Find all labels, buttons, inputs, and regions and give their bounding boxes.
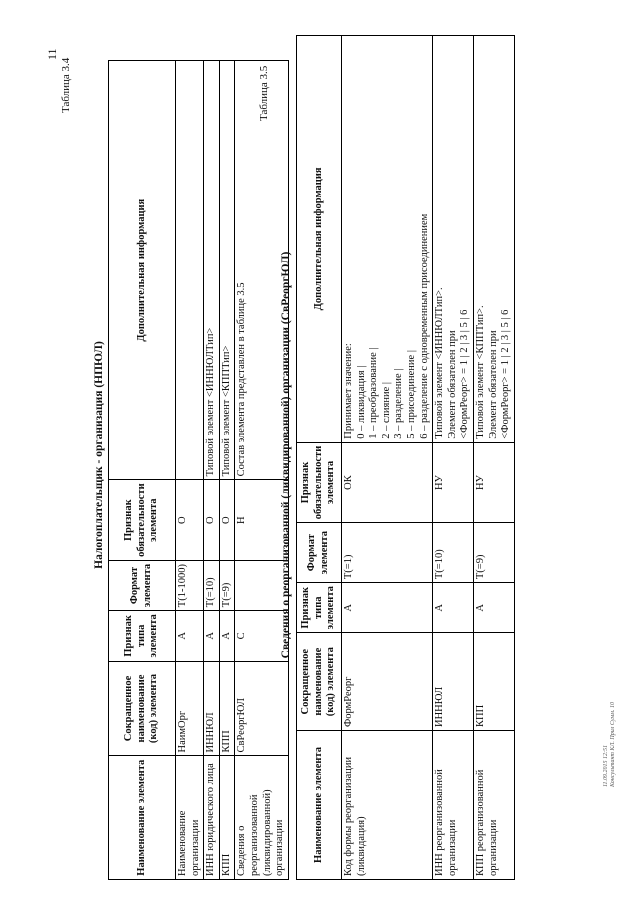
cell-format: T(=10)	[204, 560, 220, 610]
cell-info: Типовой элемент <ИННЮЛТип>	[204, 61, 220, 480]
header-element-name: Наименование элемента	[297, 731, 342, 880]
cell-required: Н	[235, 480, 288, 561]
table-row	[342, 36, 433, 880]
cell-type: А	[176, 611, 204, 661]
cell-required: О	[204, 480, 220, 561]
header-element-type: Признак типа элемента	[109, 611, 176, 661]
cell-required: О	[219, 480, 235, 561]
cell-type: А	[473, 583, 514, 633]
cell-format: T(=9)	[473, 523, 514, 583]
cell-name: ИНН реорганизованной организации	[433, 731, 474, 880]
table-3-5-title: Сведения о реорганизованной (ликвидированной) организации (СвРеоргЮЛ)	[280, 251, 292, 659]
info-line: Типовой элемент <КППТип>.	[474, 305, 486, 439]
footer-line: Консультант КЛ. Прил Сумм. 10	[610, 701, 617, 787]
page-number: 11	[45, 48, 59, 60]
cell-name: Наименование организации	[176, 756, 204, 880]
table-3-5	[296, 35, 515, 880]
cell-name: Сведения о реорганизованной (ликвидированной) организации	[235, 756, 288, 880]
header-element-type: Признак типа элемента	[297, 583, 342, 633]
cell-format: T(=1)	[342, 523, 433, 583]
cell-required: ОК	[342, 442, 433, 523]
cell-name: ИНН юридического лица	[204, 756, 220, 880]
cell-code: КПП	[473, 633, 514, 731]
table-3-4	[108, 60, 289, 880]
cell-name: КПП реорганизованной организации	[473, 731, 514, 880]
cell-required: О	[176, 480, 204, 561]
cell-code: СвРеоргЮЛ	[235, 661, 288, 756]
info-option: 0 – ликвидация |	[355, 365, 367, 439]
header-additional-info: Дополнительная информация	[109, 61, 176, 480]
cell-name: Код формы реорганизации (ликвидация)	[342, 731, 433, 880]
cell-code: НаимОрг	[176, 661, 204, 756]
info-line: <ФормРеорг> = 1 | 2 | 3 | 5 | 6	[459, 309, 471, 439]
info-option: 3 – разделение |	[393, 368, 405, 439]
table-header-row	[109, 61, 176, 880]
header-additional-info: Дополнительная информация	[297, 36, 342, 443]
info-head: Принимает значение:	[343, 343, 354, 439]
cell-info: Состав элемента представлен в таблице 3.5	[235, 61, 288, 480]
table-row	[204, 61, 220, 880]
cell-info	[342, 36, 433, 443]
info-option: 1 – преобразование |	[368, 347, 380, 439]
info-line: <ФормРеорг> = 1 | 2 | 3 | 5 | 6	[500, 309, 512, 439]
cell-code: ИННЮЛ	[433, 633, 474, 731]
table-3-4-caption: Таблица 3.4	[60, 57, 72, 113]
cell-required: НУ	[433, 442, 474, 523]
info-option: 5 – присоединение |	[405, 350, 417, 439]
cell-info: Типовой элемент <КППТип>	[219, 61, 235, 480]
table-row	[473, 36, 514, 880]
header-element-code: Сокращенное наименование (код) элемента	[109, 661, 176, 756]
header-element-code: Сокращенное наименование (код) элемента	[297, 633, 342, 731]
header-element-format: Формат элемента	[297, 523, 342, 583]
cell-info	[433, 36, 474, 443]
header-element-required: Признак обязательности элемента	[109, 480, 176, 561]
header-element-name: Наименование элемента	[109, 756, 176, 880]
info-line: Элемент обязателен при	[487, 330, 499, 439]
table-3-5-caption: Таблица 3.5	[258, 65, 270, 121]
header-element-format: Формат элемента	[109, 560, 176, 610]
table-row	[433, 36, 474, 880]
table-header-row	[297, 36, 342, 880]
cell-format: T(1-1000)	[176, 560, 204, 610]
info-line: Типовой элемент <ИННЮЛТип>.	[434, 287, 446, 439]
header-element-required: Признак обязательности элемента	[297, 442, 342, 523]
info-option: 2 – слияние |	[380, 382, 392, 439]
cell-code: ИННЮЛ	[204, 661, 220, 756]
info-line: Элемент обязателен при	[446, 330, 458, 439]
cell-type: А	[219, 611, 235, 661]
cell-name: КПП	[219, 756, 235, 880]
footer-line: 11.09.2015 12:51	[603, 744, 609, 787]
cell-info	[176, 61, 204, 480]
cell-code: КПП	[219, 661, 235, 756]
scan-footer	[603, 657, 617, 787]
cell-type: С	[235, 611, 288, 661]
cell-type: А	[433, 583, 474, 633]
cell-code: ФормРеорг	[342, 633, 433, 731]
cell-info	[473, 36, 514, 443]
cell-type: А	[342, 583, 433, 633]
cell-required: НУ	[473, 442, 514, 523]
table-3-4-title: Налогоплательщик - организация (НПЮЛ)	[93, 341, 105, 569]
info-option: 6 – разделение с одновременным присоединением	[418, 213, 430, 439]
table-row	[219, 61, 235, 880]
cell-format: T(=10)	[433, 523, 474, 583]
table-row	[176, 61, 204, 880]
cell-type: А	[204, 611, 220, 661]
cell-format: T(=9)	[219, 560, 235, 610]
